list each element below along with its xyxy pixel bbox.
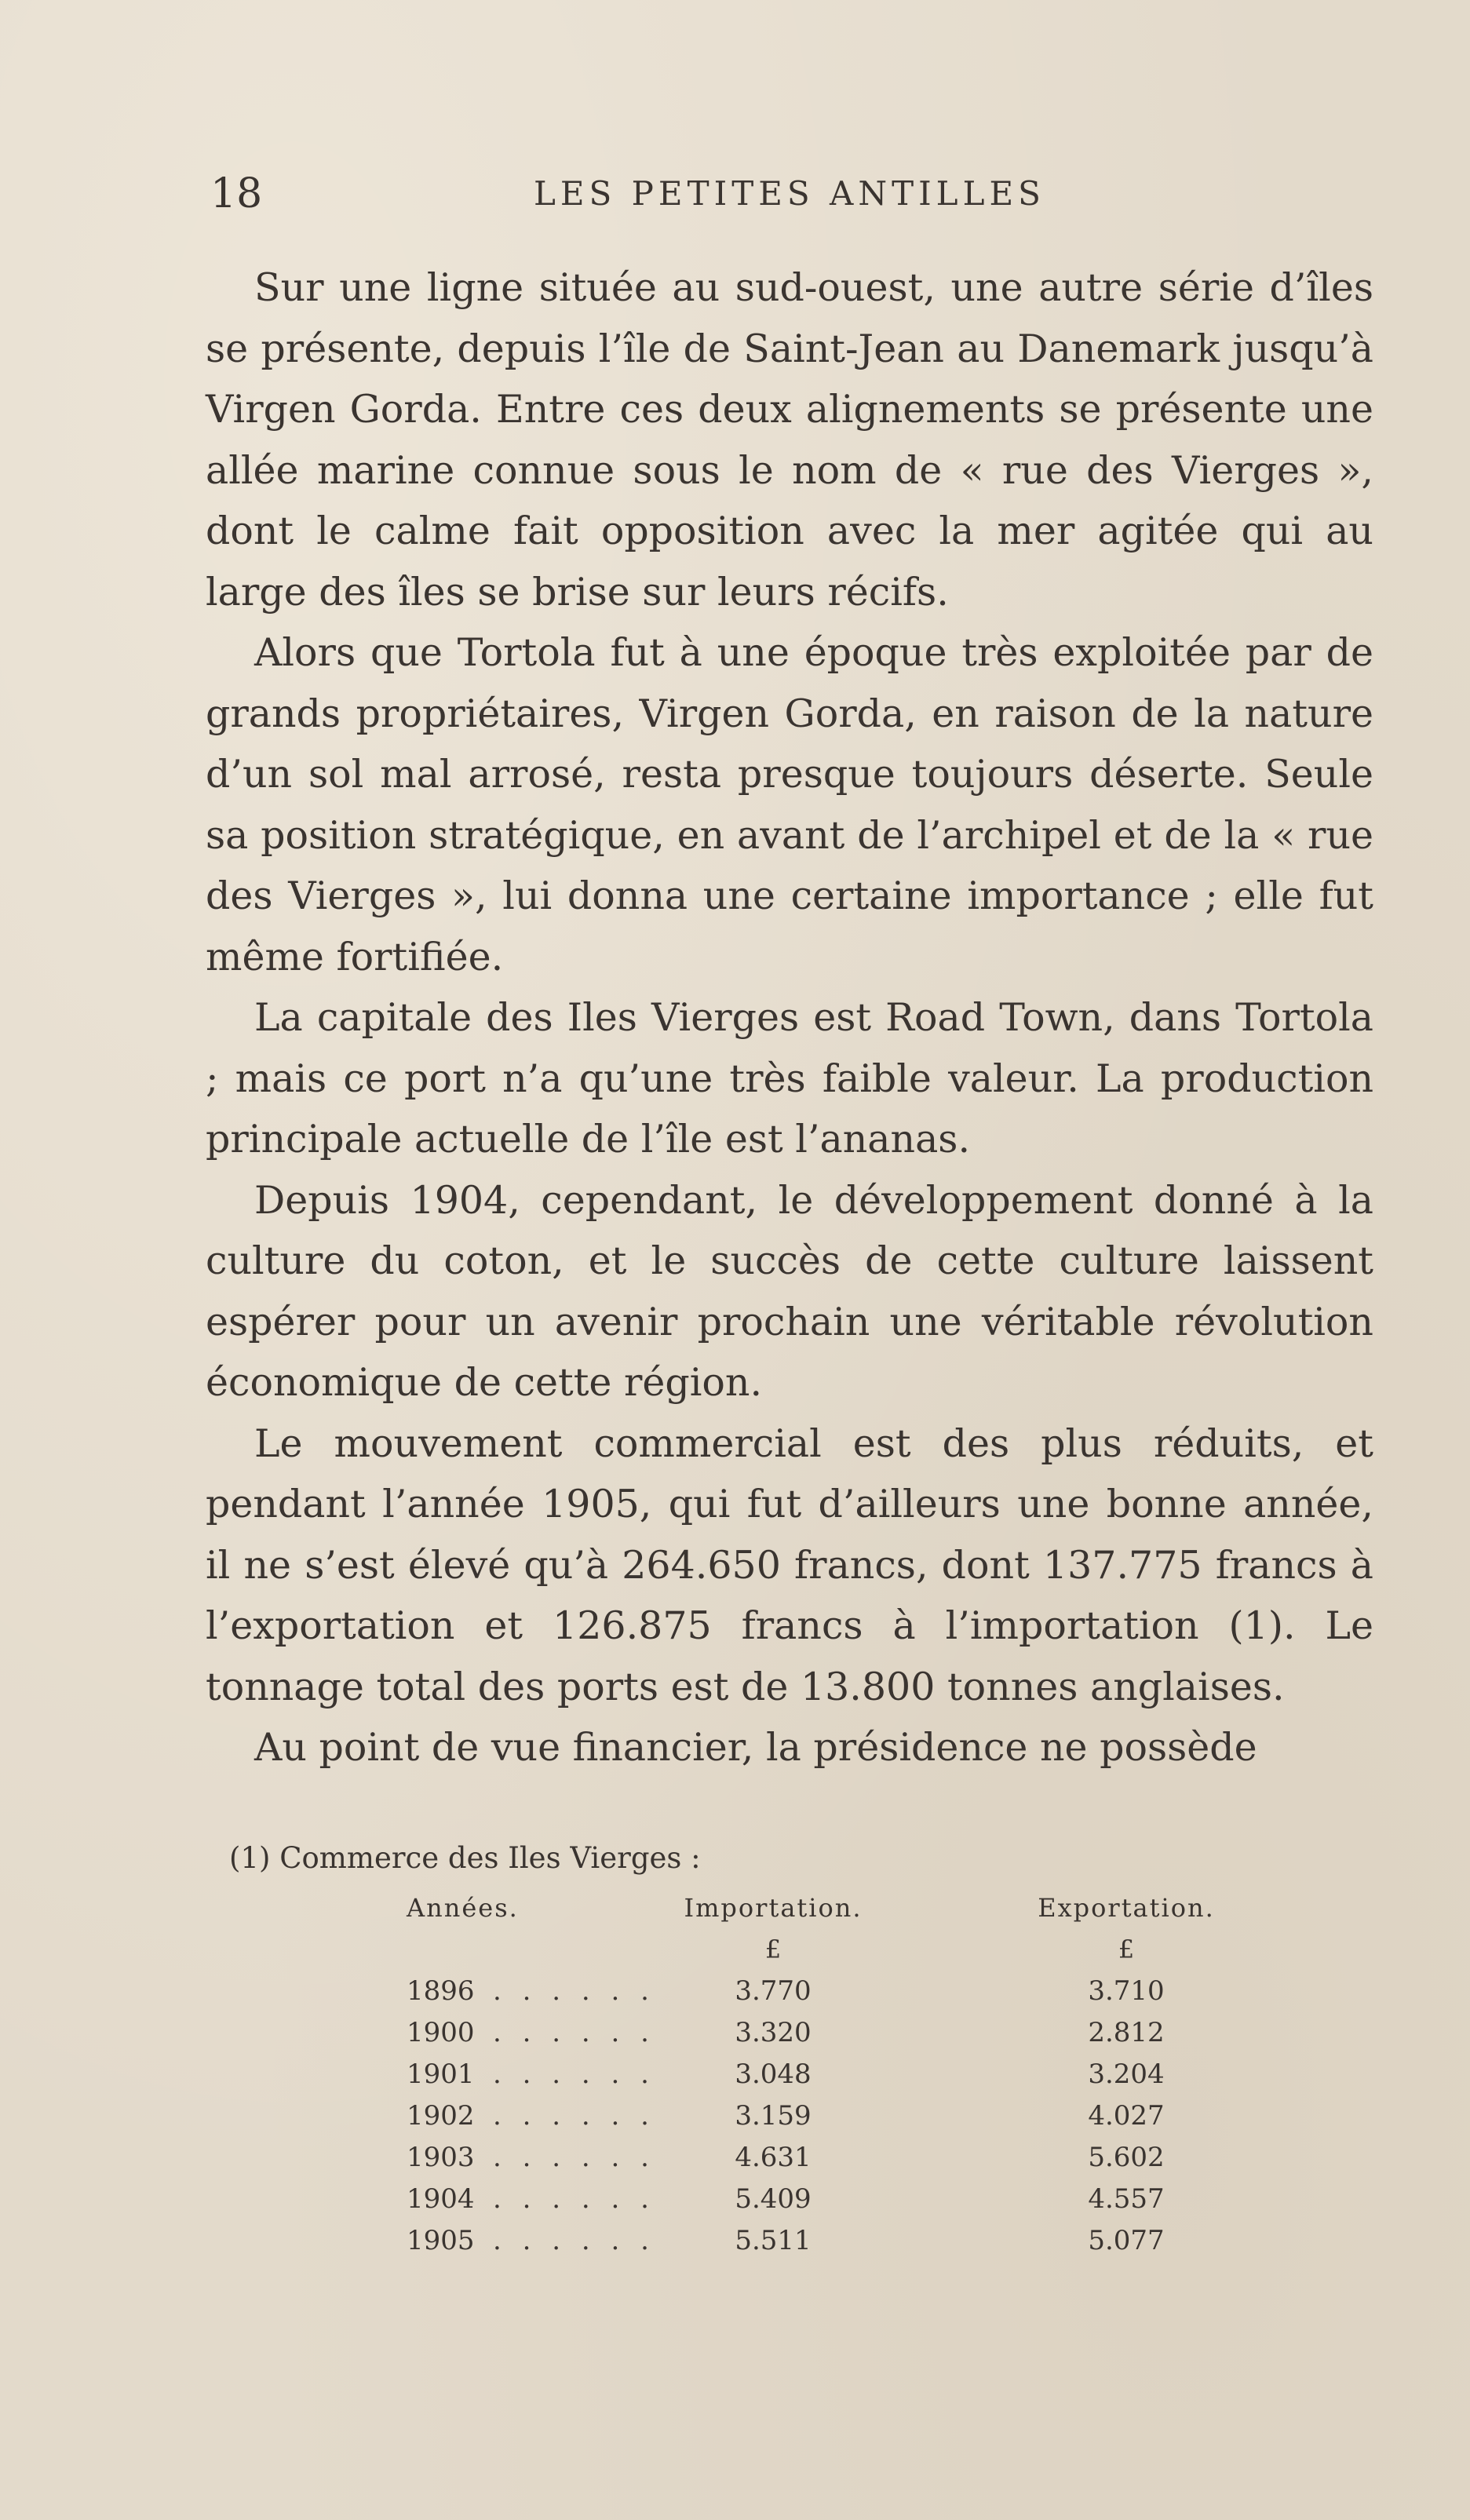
year-cell: 1904: [407, 2183, 475, 2215]
footnote: [229, 1836, 1249, 1880]
body-text: [206, 257, 1373, 1778]
export-cell: 4.557: [1088, 2183, 1165, 2215]
year-cell: 1902: [407, 2100, 475, 2132]
year-cell: 1903: [407, 2142, 475, 2173]
page-number: 18: [210, 170, 263, 217]
table-units-row: [0, 1929, 1470, 1971]
table-header-row: [0, 1887, 1470, 1929]
footnote-text: Commerce des Iles Vierges :: [279, 1841, 701, 1875]
page-header: [0, 166, 1470, 221]
leader-dots: . . . . . .: [493, 2100, 655, 2132]
import-cell: 3.048: [735, 2059, 812, 2090]
import-unit: £: [764, 1935, 782, 1964]
table-row: [0, 2054, 1470, 2095]
column-header-years: Années.: [407, 1893, 519, 1923]
table-row: [0, 2179, 1470, 2220]
table-row: [0, 2095, 1470, 2137]
leader-dots: . . . . . .: [493, 2059, 655, 2090]
paragraph: Au point de vue financier, la présidence ne possède: [254, 1725, 1257, 1770]
leader-dots: . . . . . .: [493, 1975, 655, 2007]
export-cell: 5.602: [1088, 2142, 1165, 2173]
paragraph: Sur une ligne située au sud-ouest, une autre série d’îles se présente, depuis l’île de Saint-Jean au Danemark jusqu’à Virgen Gorda. Entre ces deux alignements se présente une allée marine connue sous le nom de « rue des Vierges », dont le calme fait opposition avec la mer agitée qui au large des îles se brise sur leurs récifs.: [206, 265, 1373, 615]
table-row: [0, 2012, 1470, 2054]
leader-dots: . . . . . .: [493, 2017, 655, 2048]
trade-table: [0, 1887, 1470, 2262]
year-cell: 1901: [407, 2059, 475, 2090]
column-header-import: Importation.: [684, 1893, 863, 1923]
export-cell: 3.204: [1088, 2059, 1165, 2090]
column-header-export: Exportation.: [1038, 1893, 1215, 1923]
table-row: [0, 1971, 1470, 2012]
export-cell: 2.812: [1088, 2017, 1165, 2048]
paragraph: Le mouvement commercial est des plus réduits, et pendant l’année 1905, qui fut d’ailleurs une bonne année, il ne s’est élevé qu’à 264.650 francs, dont 137.775 francs à l’exportation et 126.875 francs à l’importation (1). Le tonnage total des ports est de 13.800 tonnes anglaises.: [206, 1420, 1373, 1709]
year-cell: 1905: [407, 2225, 475, 2256]
export-cell: 3.710: [1088, 1975, 1165, 2007]
leader-dots: . . . . . .: [493, 2225, 655, 2256]
footnote-marker: (1): [229, 1841, 271, 1875]
paragraph: Alors que Tortola fut à une époque très exploitée par de grands propriétaires, Virgen Gorda, en raison de la nature d’un sol mal arrosé, resta presque toujours déserte. Seule sa position stratégique, en avant de l’archipel et de la « rue des Vierges », lui donna une certaine importance ; elle fut même fortifiée.: [206, 630, 1373, 979]
leader-dots: . . . . . .: [493, 2142, 655, 2173]
year-cell: 1900: [407, 2017, 475, 2048]
export-cell: 5.077: [1088, 2225, 1165, 2256]
import-cell: 3.159: [735, 2100, 812, 2132]
paragraph: La capitale des Iles Vierges est Road Town, dans Tortola ; mais ce port n’a qu’une très faible valeur. La production principale actuelle de l’île est l’ananas.: [206, 995, 1373, 1162]
import-cell: 5.511: [735, 2225, 812, 2256]
import-cell: 3.770: [735, 1975, 812, 2007]
export-unit: £: [1118, 1935, 1135, 1964]
import-cell: 3.320: [735, 2017, 812, 2048]
year-cell: 1896: [407, 1975, 475, 2007]
table-row: [0, 2220, 1470, 2262]
import-cell: 5.409: [735, 2183, 812, 2215]
running-title: LES PETITES ANTILLES: [534, 174, 1045, 213]
paragraph: Depuis 1904, cependant, le développement donné à la culture du coton, et le succès de cette culture laissent espérer pour un avenir prochain une véritable révolution économique de cette région.: [206, 1177, 1373, 1405]
table-row: [0, 2137, 1470, 2179]
import-cell: 4.631: [735, 2142, 812, 2173]
export-cell: 4.027: [1088, 2100, 1165, 2132]
leader-dots: . . . . . .: [493, 2183, 655, 2215]
